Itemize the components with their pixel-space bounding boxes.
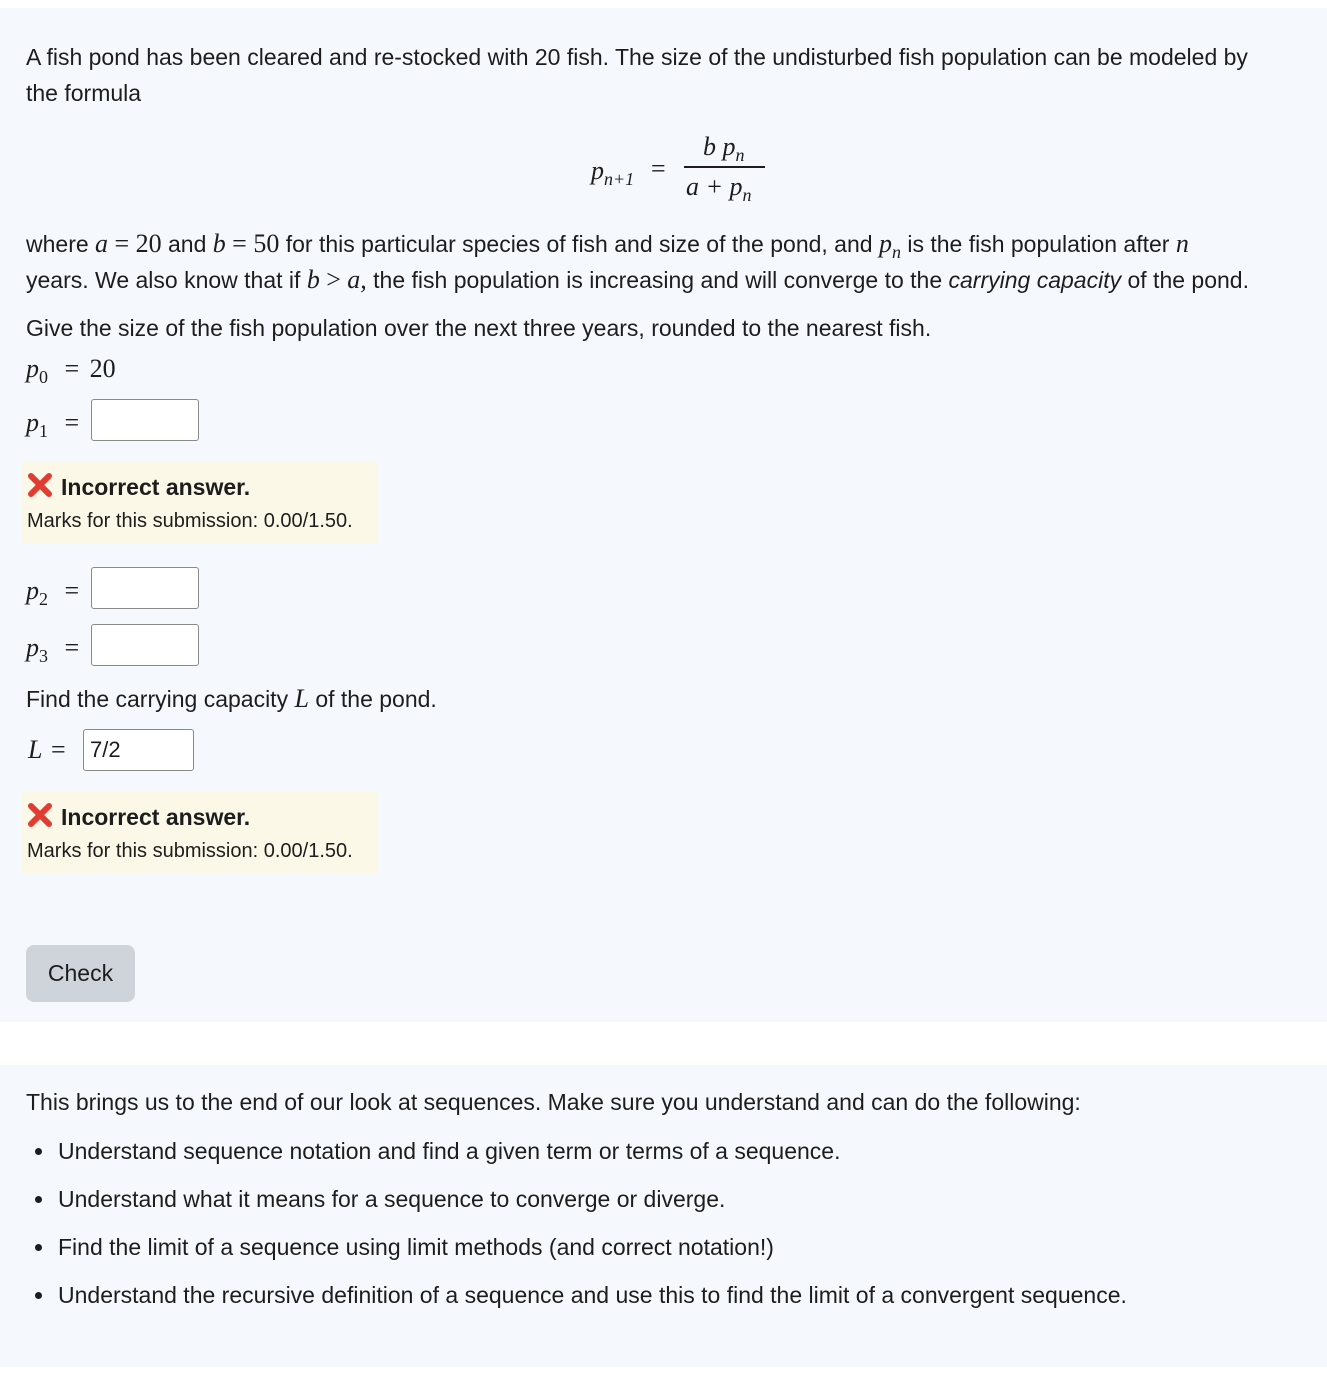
formula-lhs-var: p — [591, 156, 604, 185]
L-label — [28, 735, 66, 765]
list-item-text: Understand sequence notation and find a given term or terms of a sequence. — [58, 1138, 841, 1164]
condition-text-1: years. We also know that if — [26, 267, 301, 293]
p1-var: p — [26, 408, 39, 437]
check-button[interactable]: Check — [26, 945, 135, 1002]
capacity-text-1: Find the carrying capacity — [26, 686, 289, 712]
list-item-text: Understand what it means for a sequence to converge or diverge. — [58, 1186, 726, 1212]
list-item — [26, 1223, 1127, 1271]
condition-text-3: of the pond. — [1127, 267, 1249, 293]
p3-sub: 3 — [39, 646, 48, 666]
where-pn — [878, 229, 901, 262]
where-a-var: a — [95, 229, 109, 258]
where-b-value: = 50 — [232, 229, 280, 258]
bullet-icon — [35, 1292, 42, 1299]
summary-panel — [0, 1065, 1327, 1367]
where-pn-sub: n — [891, 242, 901, 262]
p0-equals: = — [64, 354, 80, 383]
L-feedback — [22, 791, 378, 873]
formula-equals: = — [651, 154, 666, 183]
list-item — [26, 1175, 1127, 1223]
where-b-var: b — [212, 229, 226, 258]
where-text-1: where — [26, 231, 89, 257]
question-condition-line — [26, 262, 1249, 298]
p1-input[interactable] — [91, 399, 199, 441]
bullet-icon — [35, 1148, 42, 1155]
capacity-var: L — [294, 684, 309, 713]
list-item-text: Find the limit of a sequence using limit methods (and correct notation!) — [58, 1234, 774, 1260]
formula-denominator-sub: n — [742, 185, 752, 205]
formula-lhs — [591, 156, 635, 189]
formula-lhs-sub: n+1 — [604, 169, 635, 189]
p1-label — [26, 408, 80, 441]
condition-a: a, — [347, 265, 367, 294]
question-intro-line1: A fish pond has been cleared and re-stocked with 20 fish. The size of the undisturbed fish population can be modeled by — [26, 44, 1248, 70]
capacity-prompt — [26, 681, 437, 717]
formula-denominator-text: a + p — [686, 172, 743, 201]
condition-operator: > — [326, 265, 341, 294]
p1-feedback — [22, 461, 378, 543]
p2-label — [26, 576, 80, 609]
condition-text-2: the fish population is increasing and will converge to the — [373, 267, 943, 293]
where-text-3: for this particular species of fish and size of the pond, and — [285, 231, 873, 257]
where-a-value: = 20 — [114, 229, 162, 258]
p2-input[interactable] — [91, 567, 199, 609]
capacity-text-2: of the pond. — [315, 686, 437, 712]
p1-equals: = — [64, 408, 80, 437]
objectives-list — [26, 1127, 1127, 1319]
p0-row — [26, 354, 116, 387]
p0-value: 20 — [89, 354, 116, 383]
formula-numerator-text: b p — [703, 132, 736, 161]
formula-numerator — [703, 132, 745, 165]
bullet-icon — [35, 1244, 42, 1251]
bullet-icon — [35, 1196, 42, 1203]
feedback-title: Incorrect answer. — [61, 474, 251, 500]
p3-equals: = — [64, 633, 80, 662]
feedback-marks: Marks for this submission: 0.00/1.50. — [27, 840, 353, 862]
formula-fraction-bar — [684, 166, 765, 168]
x-mark-icon — [26, 801, 54, 829]
question-panel — [0, 8, 1327, 1022]
L-var: L — [28, 735, 43, 764]
where-text-2: and — [168, 231, 207, 257]
p2-var: p — [26, 576, 39, 605]
formula-denominator — [686, 172, 752, 205]
L-input[interactable] — [83, 729, 194, 771]
p2-equals: = — [64, 576, 80, 605]
where-n-var: n — [1175, 229, 1189, 258]
carrying-capacity-term: carrying capacity — [948, 267, 1122, 293]
question-where-line — [26, 226, 1189, 264]
where-text-4: is the fish population after — [907, 231, 1170, 257]
question-prompt: Give the size of the fish population over the next three years, rounded to the nearest fish. — [26, 315, 932, 341]
condition-b: b — [306, 265, 320, 294]
feedback-marks: Marks for this submission: 0.00/1.50. — [27, 510, 353, 532]
p3-var: p — [26, 633, 39, 662]
question-intro-line2: the formula — [26, 80, 142, 106]
list-item — [26, 1127, 1127, 1175]
list-item-text: Understand the recursive definition of a sequence and use this to find the limit of a convergent sequence. — [58, 1282, 1127, 1308]
p0-var: p — [26, 354, 39, 383]
p3-input[interactable] — [91, 624, 199, 666]
p0-sub: 0 — [39, 367, 48, 387]
list-item — [26, 1271, 1127, 1319]
p2-sub: 2 — [39, 589, 48, 609]
summary-intro: This brings us to the end of our look at sequences. Make sure you understand and can do the following: — [26, 1089, 1081, 1115]
p3-label — [26, 633, 80, 666]
p1-sub: 1 — [39, 421, 48, 441]
formula-numerator-sub: n — [735, 145, 745, 165]
where-pn-var: p — [878, 229, 892, 258]
feedback-title: Incorrect answer. — [61, 804, 251, 830]
x-mark-icon — [26, 471, 54, 499]
L-equals: = — [50, 735, 66, 764]
